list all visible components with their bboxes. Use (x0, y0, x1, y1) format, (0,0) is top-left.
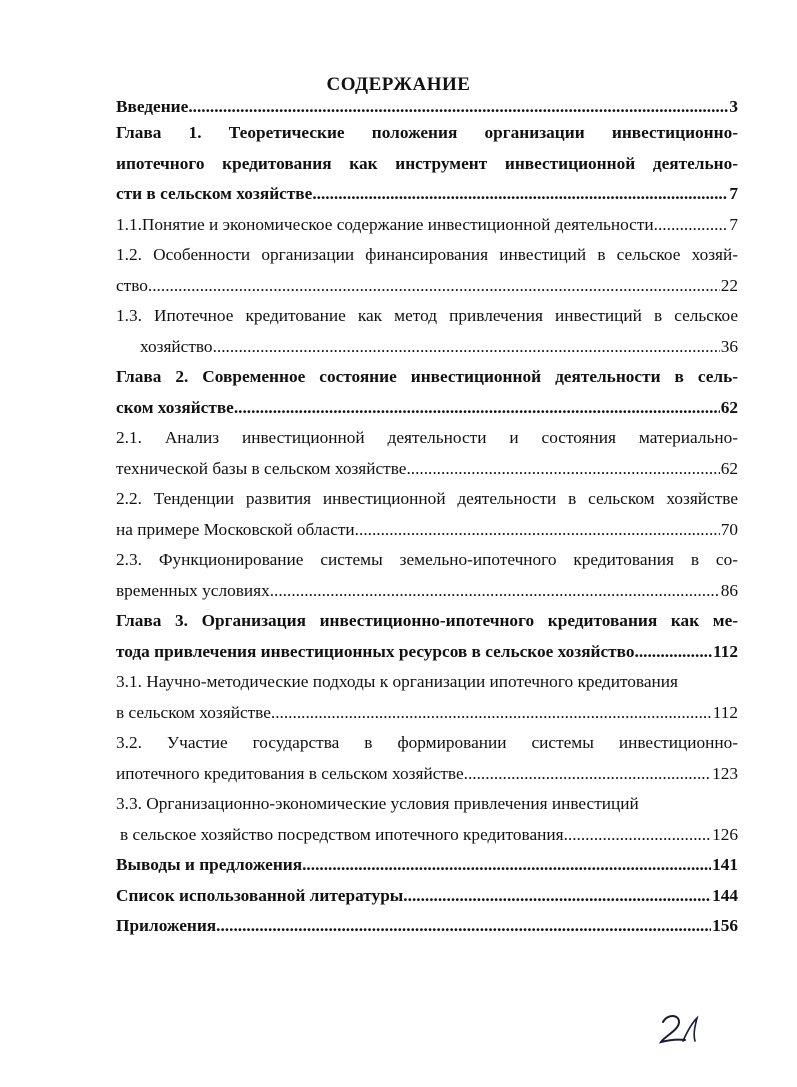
dot-leader (234, 393, 720, 424)
toc-page-number: 7 (729, 214, 738, 234)
toc-page-number: 3 (729, 97, 738, 116)
dot-leader (464, 759, 711, 790)
toc-entry-label: 3.2. Участие государства в формировании системы инвестиционно- (116, 733, 738, 752)
dot-leader (406, 454, 719, 485)
handwritten-page-number (655, 1008, 705, 1048)
toc-page-number: 144 (712, 885, 738, 905)
toc-entry-section-1-3[interactable] (116, 301, 738, 362)
dot-leader (271, 698, 712, 729)
toc-entry-label: 2.3. Функционирование системы земельно-ипотечного кредитования в со- (116, 550, 738, 569)
dot-leader (270, 576, 720, 607)
toc-page-number: 7 (729, 184, 738, 203)
toc-entry-chapter-3[interactable] (116, 606, 738, 667)
toc-entry-chapter-2[interactable] (116, 362, 738, 423)
toc-entry-label-end: хозяйство (140, 336, 213, 356)
toc-entry-section-1-2[interactable] (116, 240, 738, 301)
toc-entry-section-2-2[interactable] (116, 484, 738, 545)
toc-entry-section-2-1[interactable] (116, 423, 738, 484)
toc-entry-label: Введение (116, 97, 189, 116)
toc-page-number: 62 (720, 397, 738, 417)
toc-entry-label-end: на примере Московской области (116, 519, 355, 539)
toc-entry-label: Глава 1. Теоретические положения организации инвестиционно- (116, 123, 738, 142)
toc-page-number: 22 (720, 275, 738, 295)
toc-entry-intro[interactable] (116, 95, 738, 118)
toc-entry-label-cont: ипотечного кредитования как инструмент инвестиционной деятельно- (116, 153, 738, 173)
toc-entry-label: 1.1.Понятие и экономическое содержание инвестиционной деятельности (116, 214, 654, 234)
toc-entry-section-3-2[interactable] (116, 728, 738, 789)
toc-entry-label: 3.3. Организационно-экономические условия привлечения инвестиций (116, 794, 639, 813)
toc-page-number: 62 (720, 458, 738, 478)
toc-entry-label-end: технической базы в сельском хозяйстве (116, 458, 407, 478)
toc-entry-label: Выводы и предложения (116, 855, 303, 874)
toc-entry-label-end: в сельское хозяйство посредством ипотечного кредитования (120, 824, 564, 844)
toc-entry-label-end: ском хозяйстве (116, 397, 234, 417)
dot-leader (564, 820, 712, 851)
toc-page-number: 36 (720, 336, 738, 356)
dot-leader (312, 179, 728, 210)
dot-leader (654, 210, 729, 241)
toc-entry-label-end: временных условиях (116, 580, 270, 600)
toc-entry-label: Приложения (116, 916, 217, 935)
toc-page-number: 70 (720, 519, 738, 539)
toc-entry-label-end: в сельском хозяйстве (116, 702, 271, 722)
toc-entry-label: Глава 3. Организация инвестиционно-ипотечного кредитования как ме- (116, 611, 738, 630)
toc-entry-label: Глава 2. Современное состояние инвестиционной деятельности в сель- (116, 367, 738, 386)
toc-entry-label: 3.1. Научно-методические подходы к организации ипотечного кредитования (116, 672, 678, 691)
toc-page-number: 112 (712, 702, 738, 722)
dot-leader (302, 850, 711, 881)
dot-leader (213, 332, 720, 363)
toc-entry-label: 2.2. Тенденции развития инвестиционной деятельности в сельском хозяйстве (116, 489, 738, 508)
page-title: СОДЕРЖАНИЕ (326, 74, 471, 95)
toc-entry-label-end: ство (116, 275, 148, 295)
toc-entry-label: 1.2. Особенности организации финансирования инвестиций в сельское хозяй- (116, 245, 738, 264)
toc-entry-conclusions[interactable] (116, 850, 738, 881)
dot-leader (635, 637, 713, 668)
toc-page-number: 123 (712, 763, 738, 783)
table-of-contents (116, 95, 738, 942)
dot-leader (148, 271, 720, 302)
dot-leader (188, 95, 728, 118)
toc-entry-section-3-1[interactable] (116, 667, 738, 728)
dot-leader (403, 881, 711, 912)
toc-entry-label-end: тода привлечения инвестиционных ресурсов в сельское хозяйство (116, 641, 635, 661)
toc-entry-label-end: ипотечного кредитования в сельском хозяйстве (116, 763, 464, 783)
toc-entry-label: 1.3. Ипотечное кредитование как метод привлечения инвестиций в сельское (116, 306, 738, 325)
toc-entry-appendices[interactable] (116, 911, 738, 942)
dot-leader (355, 515, 720, 546)
toc-entry-chapter-1[interactable] (116, 118, 738, 210)
toc-entry-label: 2.1. Анализ инвестиционной деятельности и состояния материально- (116, 428, 738, 447)
dot-leader (216, 911, 711, 942)
toc-page-number: 86 (720, 580, 738, 600)
toc-entry-section-2-3[interactable] (116, 545, 738, 606)
toc-entry-references[interactable] (116, 881, 738, 912)
toc-entry-section-3-3[interactable] (116, 789, 738, 850)
toc-page-number: 112 (713, 641, 738, 661)
toc-page-number: 141 (712, 855, 738, 874)
toc-entry-section-1-1[interactable] (116, 210, 738, 241)
toc-entry-label: Список использованной литературы (116, 885, 404, 905)
toc-page-number: 126 (712, 824, 738, 844)
toc-page-number: 156 (712, 916, 738, 935)
toc-entry-label-end: сти в сельском хозяйстве (116, 184, 313, 203)
